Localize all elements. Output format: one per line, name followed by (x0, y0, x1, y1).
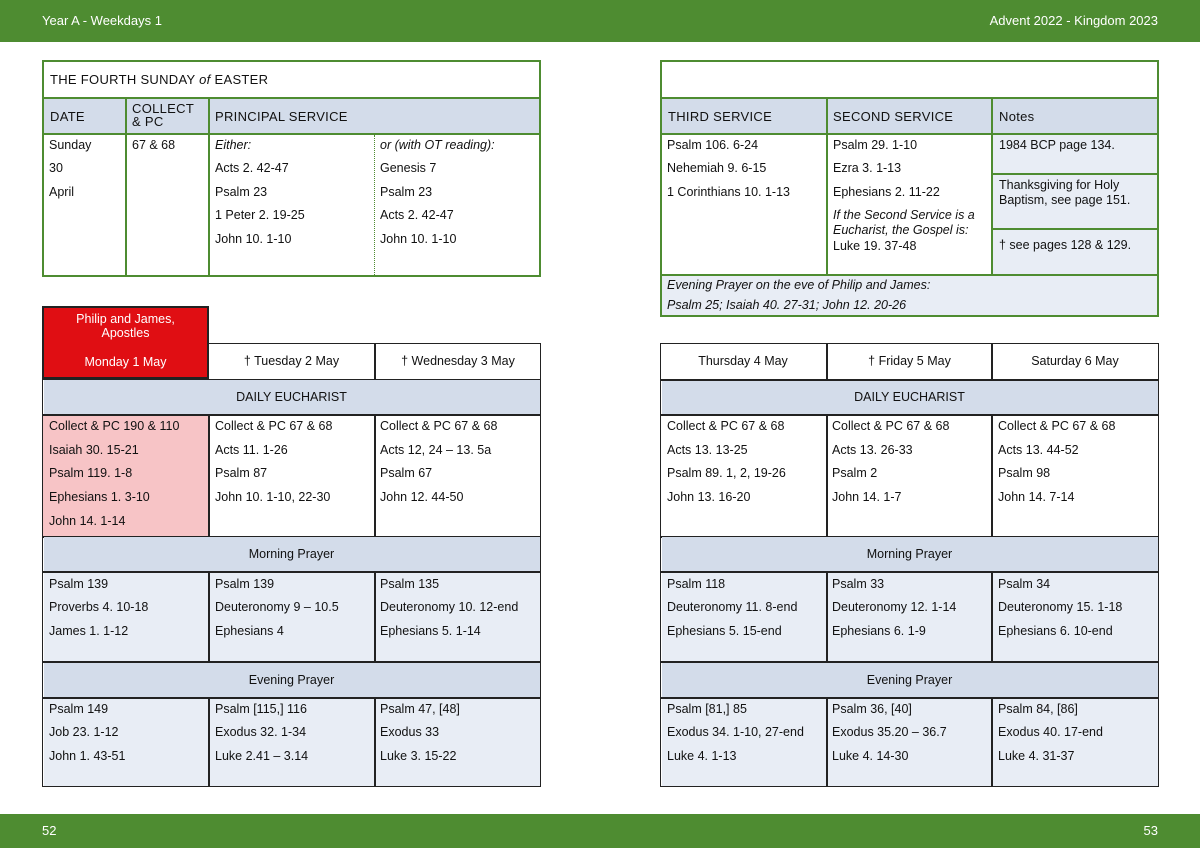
evening-reading: Exodus 32. 1-34 (215, 725, 307, 739)
eucharist-reading: Collect & PC 67 & 68 (380, 419, 498, 433)
second-service-reading: Ezra 3. 1-13 (833, 161, 902, 175)
day-label: † Wednesday 3 May (401, 354, 515, 368)
feast-header-cell (42, 306, 209, 379)
eucharist-reading: Psalm 67 (380, 466, 433, 480)
morning-reading: Deuteronomy 10. 12-end (380, 600, 519, 614)
eucharist-reading: Collect & PC 67 & 68 (998, 419, 1116, 433)
evening-reading: Exodus 35.20 – 36.7 (832, 725, 947, 739)
eucharist-reading: Psalm 87 (215, 466, 268, 480)
eucharist-reading: Collect & PC 67 & 68 (667, 419, 785, 433)
second-service-header: SECOND SERVICE (833, 109, 954, 124)
eucharist-reading: Acts 11. 1-26 (215, 443, 288, 457)
morning-prayer-label: Morning Prayer (248, 547, 335, 561)
either-reading: 1 Peter 2. 19-25 (215, 208, 305, 222)
or-label: or (with OT reading): (380, 138, 495, 152)
morning-reading: Proverbs 4. 10-18 (49, 600, 149, 614)
eucharist-reading: Acts 13. 13-25 (667, 443, 748, 457)
or-reading: Psalm 23 (380, 185, 433, 199)
eucharist-reading: Collect & PC 190 & 110 (49, 419, 180, 433)
note-baptism: Thanksgiving for Holy Baptism, see page 151. (999, 178, 1131, 207)
evening-reading: Exodus 34. 1-10, 27-end (667, 725, 804, 739)
footer-bar (0, 814, 1200, 848)
second-service-gospel: Luke 19. 37-48 (833, 239, 917, 253)
sunday-table (42, 60, 541, 277)
eucharist-reading: Acts 13. 44-52 (998, 443, 1079, 457)
day-label: Thursday 4 May (698, 354, 788, 368)
evening-reading: Exodus 33 (380, 725, 440, 739)
collect-header: COLLECT & PC (132, 101, 194, 129)
eucharist-reading: Collect & PC 67 & 68 (215, 419, 333, 433)
third-service-reading: Psalm 106. 6-24 (667, 138, 759, 152)
eucharist-reading: Psalm 89. 1, 2, 19-26 (667, 466, 786, 480)
day-label: Monday 1 May (84, 355, 167, 369)
morning-reading: Psalm 118 (667, 577, 726, 591)
eucharist-reading: Collect & PC 67 & 68 (832, 419, 950, 433)
third-service-reading: 1 Corinthians 10. 1-13 (667, 185, 790, 199)
evening-reading: Luke 4. 31-37 (998, 749, 1075, 763)
daily-eucharist-label: DAILY EUCHARIST (854, 390, 965, 404)
sunday-date: 30 (49, 161, 63, 175)
eucharist-reading: Psalm 2 (832, 466, 878, 480)
feast-name: Philip and James, Apostles (76, 312, 175, 340)
daily-eucharist-label: DAILY EUCHARIST (236, 390, 347, 404)
evening-reading: Psalm 47, [48] (380, 702, 460, 716)
evening-reading: Job 23. 1-12 (49, 725, 119, 739)
eucharist-reading: Isaiah 30. 15-21 (49, 443, 139, 457)
evening-reading: Psalm [115,] 116 (215, 702, 307, 716)
eucharist-reading: Ephesians 1. 3-10 (49, 490, 150, 504)
morning-reading: Deuteronomy 12. 1-14 (832, 600, 957, 614)
eucharist-reading: John 14. 7-14 (998, 490, 1075, 504)
sunday-month: April (49, 185, 75, 199)
evening-reading: Psalm 149 (49, 702, 109, 716)
note-pages: † see pages 128 & 129. (999, 238, 1132, 252)
third-service-reading: Nehemiah 9. 6-15 (667, 161, 767, 175)
evening-reading: Luke 4. 14-30 (832, 749, 909, 763)
second-service-note: If the Second Service is a Eucharist, the Gospel is: (833, 208, 975, 237)
eucharist-reading: John 10. 1-10, 22-30 (215, 490, 331, 504)
day-label: † Friday 5 May (868, 354, 951, 368)
page-number-left: 52 (42, 823, 57, 838)
eucharist-reading: John 14. 1-14 (49, 514, 126, 528)
eve-prayer-title: Evening Prayer on the eve of Philip and James: (667, 278, 931, 292)
date-header: DATE (50, 109, 85, 124)
notes-header: Notes (999, 109, 1035, 124)
morning-reading: Deuteronomy 11. 8-end (667, 600, 798, 614)
eucharist-reading: Psalm 98 (998, 466, 1051, 480)
either-reading: John 10. 1-10 (215, 232, 292, 246)
evening-prayer-label: Evening Prayer (248, 673, 335, 687)
morning-prayer-label: Morning Prayer (866, 547, 953, 561)
eucharist-reading: John 12. 44-50 (380, 490, 464, 504)
morning-reading: Ephesians 6. 1-9 (832, 624, 926, 638)
morning-reading: Psalm 139 (49, 577, 109, 591)
evening-reading: Exodus 40. 17-end (998, 725, 1103, 739)
eve-prayer-readings: Psalm 25; Isaiah 40. 27-31; John 12. 20-26 (667, 298, 907, 312)
page-number-right: 53 (1143, 823, 1158, 838)
day-label: Saturday 6 May (1031, 354, 1119, 368)
third-service-header: THIRD SERVICE (668, 109, 773, 124)
either-label: Either: (215, 138, 252, 152)
morning-reading: Deuteronomy 15. 1-18 (998, 600, 1123, 614)
second-service-reading: Psalm 29. 1-10 (833, 138, 918, 152)
header-right: Advent 2022 - Kingdom 2023 (989, 13, 1158, 28)
evening-reading: Luke 4. 1-13 (667, 749, 737, 763)
evening-prayer-label: Evening Prayer (866, 673, 953, 687)
morning-reading: Psalm 34 (998, 577, 1051, 591)
evening-reading: Luke 3. 15-22 (380, 749, 457, 763)
morning-reading: Ephesians 5. 15-end (667, 624, 782, 638)
evening-reading: John 1. 43-51 (49, 749, 126, 763)
or-reading: Acts 2. 42-47 (380, 208, 454, 222)
header-bar (0, 0, 1200, 42)
or-reading: John 10. 1-10 (380, 232, 457, 246)
morning-reading: Ephesians 5. 1-14 (380, 624, 481, 638)
either-reading: Acts 2. 42-47 (215, 161, 289, 175)
morning-reading: Psalm 135 (380, 577, 440, 591)
second-service-reading: Ephesians 2. 11-22 (833, 185, 940, 199)
or-reading: Genesis 7 (380, 161, 437, 175)
note-bcp: 1984 BCP page 134. (999, 138, 1115, 152)
morning-reading: Psalm 139 (215, 577, 275, 591)
sunday-day: Sunday (49, 138, 92, 152)
morning-reading: Ephesians 6. 10-end (998, 624, 1113, 638)
evening-reading: Psalm 84, [86] (998, 702, 1078, 716)
eucharist-reading: Acts 13. 26-33 (832, 443, 913, 457)
sunday-title: THE FOURTH SUNDAY of EASTER (50, 72, 269, 87)
morning-reading: James 1. 1-12 (49, 624, 129, 638)
morning-reading: Deuteronomy 9 – 10.5 (215, 600, 339, 614)
either-reading: Psalm 23 (215, 185, 268, 199)
eucharist-reading: Acts 12, 24 – 13. 5a (380, 443, 492, 457)
evening-reading: Psalm [81,] 85 (667, 702, 747, 716)
principal-service-header: PRINCIPAL SERVICE (215, 109, 348, 124)
evening-reading: Psalm 36, [40] (832, 702, 912, 716)
evening-reading: Luke 2.41 – 3.14 (215, 749, 309, 763)
morning-reading: Ephesians 4 (215, 624, 284, 638)
eucharist-reading: Psalm 119. 1-8 (49, 466, 133, 480)
day-label: † Tuesday 2 May (243, 354, 340, 368)
eucharist-reading: John 13. 16-20 (667, 490, 751, 504)
sunday-collect: 67 & 68 (132, 138, 176, 152)
eucharist-reading: John 14. 1-7 (832, 490, 902, 504)
header-left: Year A - Weekdays 1 (42, 13, 162, 28)
morning-reading: Psalm 33 (832, 577, 885, 591)
